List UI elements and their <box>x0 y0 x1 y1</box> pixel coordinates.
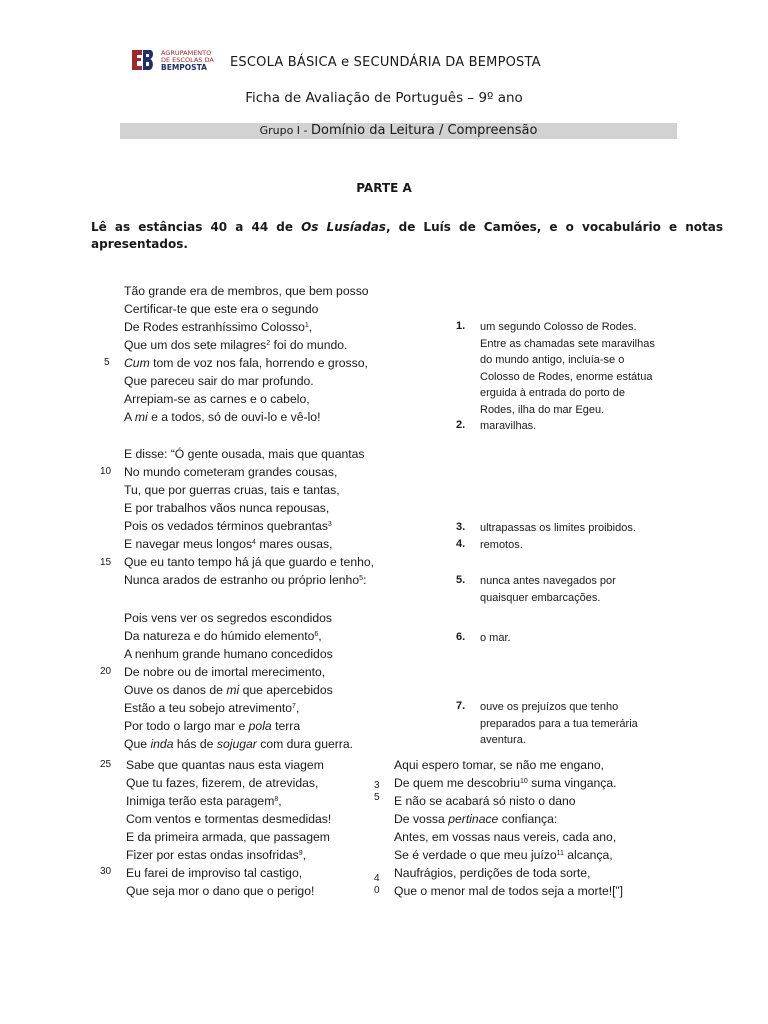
line-number: 4 <box>374 873 380 884</box>
line-number: 5 <box>374 792 380 803</box>
verse: Arrepiam-se as carnes e o cabelo, <box>124 392 310 406</box>
note-4: remotos. <box>480 539 523 551</box>
section-bar <box>120 123 677 139</box>
school-logo <box>125 42 215 76</box>
verse: Que tu fazes, fizerem, de atrevidas, <box>126 776 319 790</box>
instructions: Lê as estâncias 40 a 44 de Os Lusíadas, de Luís de Camões, e o vocabulário e notas apresentados. <box>91 220 724 251</box>
note-number: 6. <box>456 631 466 643</box>
school-name: ESCOLA BÁSICA e SECUNDÁRIA DA BEMPOSTA <box>230 55 541 70</box>
note-number: 7. <box>456 700 466 712</box>
note-2: maravilhas. <box>480 420 537 432</box>
verse: Por todo o largo mar e pola terra <box>124 719 301 733</box>
note-number: 2. <box>456 419 466 431</box>
note-6: o mar. <box>480 632 511 644</box>
verse: Certificar-te que este era o segundo <box>124 302 319 316</box>
line-number: 30 <box>100 866 112 877</box>
note-5: nunca antes navegados por quaisquer embarcações. <box>480 575 616 604</box>
verse: Se é verdade o que meu juízo$^{11}$ alcança, <box>394 848 613 862</box>
line-number: 3 <box>374 780 380 791</box>
verse: A mi e a todos, só de ouvi-lo e vê-lo! <box>124 410 321 424</box>
school-logo-icon <box>129 46 155 72</box>
note-7: ouve os prejuízos que tenho preparados para a tua temerária aventura. <box>480 701 638 747</box>
group-label: Grupo I - <box>259 124 312 137</box>
stanza-43 <box>126 756 331 900</box>
note-number: 3. <box>456 521 466 533</box>
verse: A nenhum grande humano concedidos <box>124 647 333 661</box>
verse: E disse: “Ó gente ousada, mais que quantas <box>124 447 365 461</box>
verse: Ouve os danos de mi que apercebidos <box>124 683 333 697</box>
part-heading: PARTE A <box>356 181 412 195</box>
note-3: ultrapassas os limites proibidos. <box>480 522 636 534</box>
verse: De nobre ou de imortal merecimento, <box>124 665 326 679</box>
verse: Que inda hás de sojugar com dura guerra. <box>124 737 354 751</box>
verse: Estão a teu sobejo atrevimento$^7$, <box>124 701 300 715</box>
verse: Eu farei de improviso tal castigo, <box>126 866 303 880</box>
work-title: Os Lusíadas <box>301 220 386 234</box>
verse: Fizer por estas ondas insofridas$^9$, <box>126 848 307 862</box>
verse: Cum tom de voz nos fala, horrendo e grosso, <box>124 356 368 370</box>
note-number: 5. <box>456 574 466 586</box>
stanza-41 <box>124 445 374 589</box>
verse: De quem me descobriu$^{10}$ suma vingança. <box>394 776 617 790</box>
group-title: Domínio da Leitura / Compreensão <box>311 123 538 138</box>
logo-text: AGRUPAMENTO DE ESCOLAS DA BEMPOSTA <box>161 49 214 72</box>
verse: E navegar meus longos$^4$ mares ousas, <box>124 537 333 551</box>
verse: No mundo cometeram grandes cousas, <box>124 465 338 479</box>
note-number: 1. <box>456 320 466 332</box>
stanza-44 <box>394 756 623 900</box>
line-number: 20 <box>100 666 112 677</box>
stanza-40 <box>124 282 369 426</box>
note-number: 4. <box>456 538 466 550</box>
verse: Nunca arados de estranho ou próprio lenho$^5$: <box>124 573 367 587</box>
verse: E por trabalhos vãos nunca repousas, <box>124 501 330 515</box>
line-number: 15 <box>100 557 112 568</box>
verse: E não se acabará só nisto o dano <box>394 794 576 808</box>
verse: Que um dos sete milagres$^2$ foi do mundo. <box>124 338 348 352</box>
verse: Sabe que quantas naus esta viagem <box>126 758 324 772</box>
verse: Pois os vedados términos quebrantas$^3$ <box>124 519 332 533</box>
verse: Antes, em vossas naus vereis, cada ano, <box>394 830 617 844</box>
note-1: um segundo Colosso de Rodes. Entre as chamadas sete maravilhas do mundo antigo, incluía-se o Colosso de Rodes, enorme estátua erguida à entrada do porto de Rodes, ilha do mar Egeu. <box>480 321 655 416</box>
verse: Pois vens ver os segredos escondidos <box>124 611 332 625</box>
stanza-42 <box>124 609 353 753</box>
verse: Aqui espero tomar, se não me engano, <box>394 758 605 772</box>
verse: E da primeira armada, que passagem <box>126 830 330 844</box>
verse: De Rodes estranhíssimo Colosso$^1$, <box>124 320 313 334</box>
verse: Tu, que por guerras cruas, tais e tantas, <box>124 483 340 497</box>
verse: Tão grande era de membros, que bem posso <box>124 284 369 298</box>
line-number: 5 <box>104 357 110 368</box>
document-title: Ficha de Avaliação de Português – 9º ano <box>245 90 523 106</box>
line-number: 25 <box>100 759 112 770</box>
verse: Que seja mor o dano que o perigo! <box>126 884 315 898</box>
line-number: 10 <box>100 466 112 477</box>
verse: Da natureza e do húmido elemento$^6$, <box>124 629 322 643</box>
verse: Naufrágios, perdições de toda sorte, <box>394 866 591 880</box>
verse: Que o menor mal de todos seja a morte![”] <box>394 884 623 898</box>
verse: De vossa pertinace confiança: <box>394 812 558 826</box>
verse: Com ventos e tormentas desmedidas! <box>126 812 332 826</box>
verse: Inimiga terão esta paragem$^8$, <box>126 794 282 808</box>
verse: Que eu tanto tempo há já que guardo e tenho, <box>124 555 375 569</box>
verse: Que pareceu sair do mar profundo. <box>124 374 314 388</box>
line-number: 0 <box>374 885 380 896</box>
